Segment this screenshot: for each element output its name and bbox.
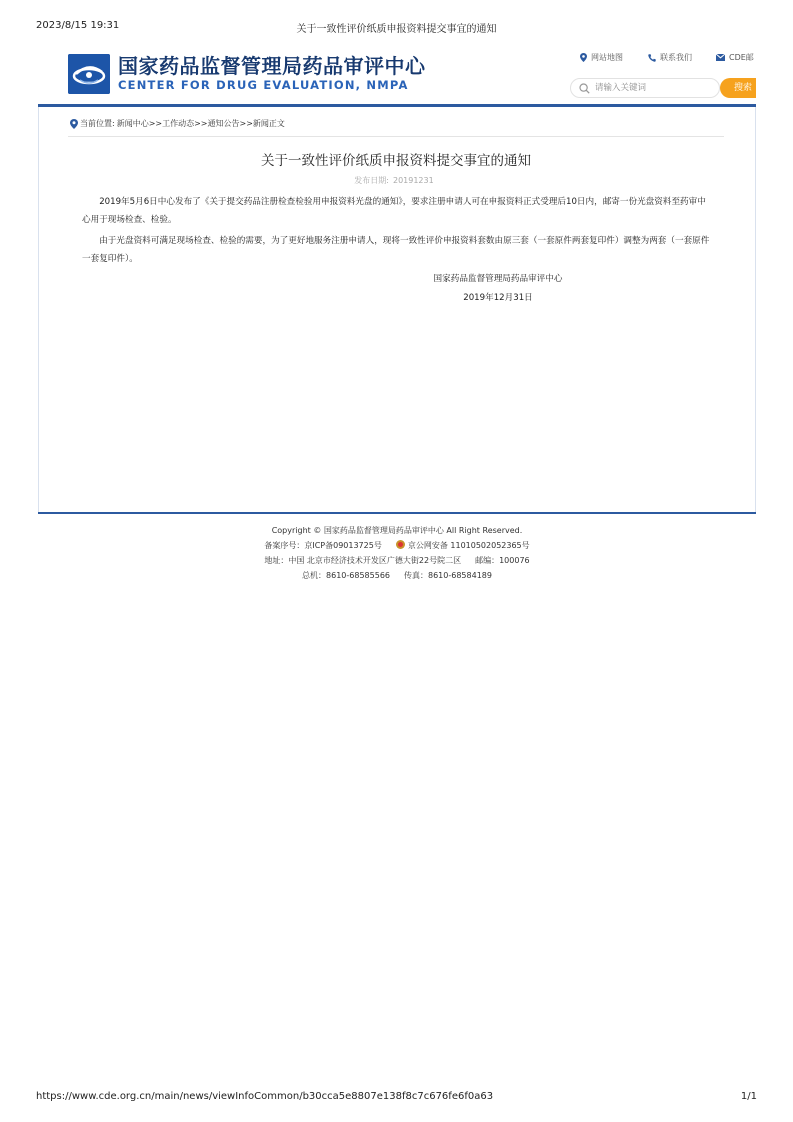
site-footer [38,523,756,583]
footer-copyright: Copyright © 国家药品监督管理局药品审评中心 All Right Reserved. [271,526,523,535]
location-pin-icon [580,53,587,62]
print-timestamp: 2023/8/15 19:31 [36,20,120,31]
publish-date [68,175,724,186]
contact-link[interactable] [648,52,692,63]
sitemap-link[interactable] [580,52,623,63]
footer-registration [38,538,756,553]
content-bottom-rule [38,512,756,514]
footer-phone: 总机：8610-68585566 [302,571,390,580]
breadcrumb-path[interactable]: 新闻中心>>工作动态>>通知公告>>新闻正文 [116,119,285,128]
top-links [580,52,756,66]
article-paragraph: 2019年5月6日中心发布了《关于提交药品注册检查检验用申报资料光盘的通知》，要求注册申请人可在申报资料正式受理后10日内，邮寄一份光盘资料至药审中心用于现场检查、检验。 [82,197,706,225]
publish-date-label: 发布日期: [354,176,389,185]
sitemap-label: 网站地图 [591,53,623,62]
location-pin-icon [70,119,78,129]
breadcrumb [70,118,285,129]
search-icon [579,83,590,94]
cde-logo-icon[interactable] [68,54,110,94]
footer-address-text: 地址：中国 北京市经济技术开发区广德大街22号院二区 [264,556,462,565]
search-input[interactable] [595,81,713,95]
site-name-en[interactable]: CENTER FOR DRUG EVALUATION, NMPA [118,78,409,92]
signature-org: 国家药品监督管理局药品审评中心 [433,274,563,284]
print-page-number: 1/1 [740,1091,757,1102]
footer-contact [38,568,756,583]
print-url: https://www.cde.org.cn/main/news/viewInfoCommon/b30cca5e8807e138f8c7c676fe6f0a63 [36,1091,494,1102]
print-header [36,20,757,34]
divider [68,136,724,137]
publish-date-value: 20191231 [392,176,434,185]
icp-link[interactable]: 备案序号：京ICP备09013725号 [264,541,382,550]
footer-postcode: 邮编：100076 [475,556,530,565]
site-header [38,44,756,102]
breadcrumb-label: 当前位置: [80,119,115,128]
mail-icon [716,54,725,61]
article-title: 关于一致性评价纸质申报资料提交事宜的通知 [261,153,531,169]
mail-label: CDE邮 [729,53,754,62]
police-record-link[interactable]: 京公网安备 11010502052365号 [407,541,530,550]
site-name-cn[interactable]: 国家药品监督管理局药品审评中心 [118,54,426,78]
footer-fax: 传真：8610-68584189 [404,571,492,580]
footer-address [38,553,756,568]
phone-icon [648,54,656,62]
mail-link[interactable] [716,52,754,63]
print-footer [36,1091,757,1105]
signature-date: 2019年12月31日 [463,293,533,303]
search-button[interactable]: 搜索 [720,78,756,98]
print-page-title: 关于一致性评价纸质申报资料提交事宜的通知 [296,24,497,35]
search-box [570,78,720,98]
contact-label: 联系我们 [660,53,692,62]
article-paragraph: 由于光盘资料可满足现场检查、检验的需要，为了更好地服务注册申请人，现将一致性评价申报资料套数由原三套（一套原件两套复印件）调整为两套（一套原件一套复印件）。 [82,236,710,264]
police-badge-icon [396,540,405,549]
